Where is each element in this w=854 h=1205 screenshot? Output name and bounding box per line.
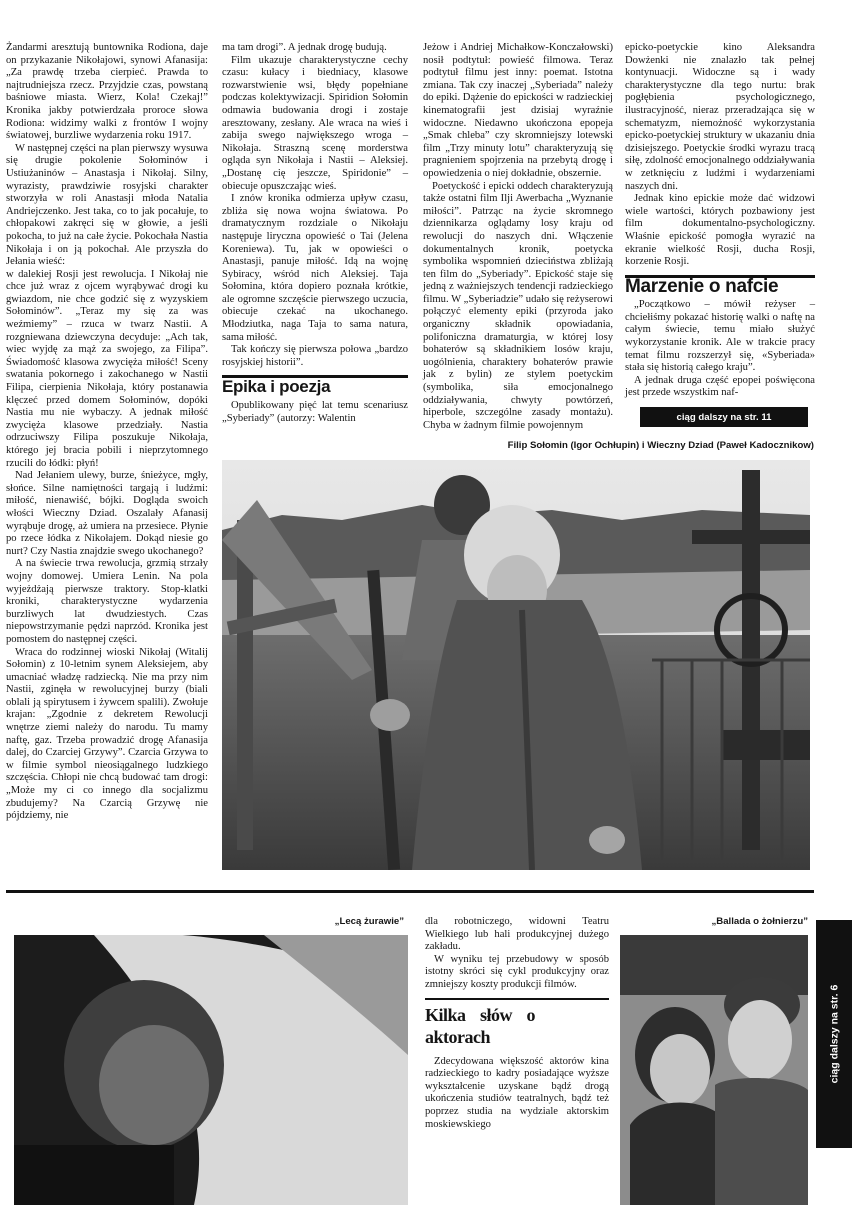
section-heading-epika: Epika i poezja: [222, 375, 408, 394]
paragraph: „Początkowo – mówił reżyser – chciełiśmy pokazać historię walki o naftę na całym świecie, temu miało służyć wykorzystanie kronik. Ale w trakcie pracy temat filmu rozszerzył się, «Syberiada» stała się historią całego kraju”.: [625, 299, 815, 374]
paragraph: epicko-poetyckie kino Aleksandra Dowżenki nie znalazło tak pełnej kontynuacji. Widoczne są i wady charakterystyczne dla tego nurtu: brak pogłębienia psychologicznego, ilustracyjność, nieraz przeradzająca się w schematyzm, niemożność wykorzystania epicko-poetyckiej struktury w ukazaniu dnia dzisiejszego. Poetyckie środki wyrazu tracą siłę, zdolność emocjonalnego oddziaływania w zetknięciu z ludźmi i wydarzeniami naszych dni.: [625, 42, 815, 192]
paragraph: Jednak kino epickie może dać widzowi wiele wartości, których pozbawiony jest film dokumentalno-psychologiczny. Właśnie epickość pomogła wyrazić na ekranie wielkość Rosji, ducha Rosji, korzenie Rosji.: [625, 193, 815, 268]
paragraph: w dalekiej Rosji jest rewolucja. I Nikołaj nie chce już wraz z ojcem wyrąbywać drogi ku gwiazdom, nie chce godzić się z wyzyskiem Sołominów”. „Teraz my się za was weźmiemy” – rzuca w twarz Nastii. A rozgniewana dziewczyna decyduje: „Ach tak, wiec wyjdę za mąż za swojego, za Filipa”. Świadomość klasowa zwycięża miłość! Sceny swatania pokornego i zakochanego w Nastii Filipa, cierpienia Nikołaja, który postanawia klęczeć przed domem Sołominów, dopóki Nastia mu nie wybaczy. A jednak miłość zwycięża klasowe przedziały. Nastia odrzuciwszy Filipa poszukuje Nikołaja, którego jej bracia pobili i nieprzytomnego rzucili do łódki: płyń!: [6, 268, 208, 469]
paragraph: Film ukazuje charakterystyczne cechy czasu: kułacy i biedniacy, klasowe rozwarstwienie wsi, błędy popełniane podczas kolektywizacji. Spiridion Sołomin odmawia budowania drogi i zostaje aresztowany, zesłany. Ale wraca na wieś i zabija swego największego wroga – Nikołaja. Straszną scenę morderstwa ogląda syn Nikołaja i Nastii – Aleksiej. „Dostanę cię jeszcze, Spiridonie” – obiecuje opuszczając wieś.: [222, 54, 408, 192]
continued-label: ciąg dalszy na str. 11: [676, 411, 772, 423]
continued-box: [640, 407, 808, 427]
photo-ballad-of-a-soldier: [620, 935, 808, 1205]
paragraph: Opublikowany pięć lat temu scenariusz „Syberiady” (autorzy: Walentin: [222, 400, 408, 424]
heading-rule: [425, 998, 609, 1000]
photo-icon: [620, 935, 808, 1205]
article-column-4: [625, 42, 815, 400]
photo-caption-ballad: „Ballada o żołnierzu”: [711, 916, 808, 927]
article-column-3: [423, 42, 613, 432]
section-divider: [6, 890, 814, 893]
article-column-1: [6, 42, 208, 823]
photo-caption-cranes: „Lecą żurawie”: [334, 916, 404, 927]
paragraph: Poetyckość i epicki oddech charakteryzują także ostatni film Ilji Awerbacha „Wyznanie miłości”. Patrząc na życie skromnego dziennikarza oglądamy losy kraju od rewolucji do naszych dni. Włączenie dokumentalnych kronik, poetycka symbolika wspomnień dzieciństwa zbliżają ten film do „Syberiady”. Epickość staje się jedną z ważniejszych tendencji radzieckiego filmu. W „Syberiadzie” udało się reżyserowi połączyć elementy epiki (przyroda jako organiczny składnik opowiadania, polifoniczna dramaturgia, w której losy bohaterów są składnikiem losów kraju, uogólnienia, charaktery bohaterów prawie jak z bylin) ze stylem poetyckim (symbolika, siła emocjonalnego oddziaływania, chwyty powtórzeń, hiperbole, szczególne zasady montażu). Chyba w żadnym filmie powojennym: [423, 180, 613, 431]
paragraph: W wyniku tej przebudowy w sposób istotny skróci się cykl produkcyjny oraz zmniejszy koszty produkcji filmów.: [425, 953, 609, 990]
paragraph: Żandarmi aresztują buntownika Rodiona, daje on przykazanie Nikołajowi, synowi Afanasija: „Za prawdę trzeba cierpieć. Prawda to najtrudniejsza rzecz. Przyjdzie czas, powstaną baśniowe miasta. Wierz, Kola! Czekaj!” Kronika jakby potwierdzała proroce słowa Rodiona: widzimy walki z frontów I wojny światowej, burzliwe wydarzenia roku 1917.: [6, 42, 208, 142]
article-column-2: [222, 42, 408, 425]
photo-caption-main: Filip Sołomin (Igor Ochłupin) i Wieczny Dziad (Paweł Kadocznikow): [507, 440, 814, 451]
paragraph: Tak kończy się pierwsza połowa „bardzo rosyjskiej historii”.: [222, 344, 408, 368]
paragraph: W następnej części na plan pierwszy wysuwa się drugie pokolenie Sołominów i Ustiużaninów – Anastasja i Nikołaj. Silny, wyrazisty, prawdziwie rosyjski charakter stworzyła w roli Anastasji młoda Natalia Andriejczenko. Jest taka, co to jak pocałuje, to chłopakowi zakręci się w głowie, a jeśli pokocha, to już na całe życie. Pokochała Nastia Nikołaja i on ją pokochał. Ale przyszła do Jełania wieść:: [6, 142, 208, 268]
paragraph: Nad Jełaniem ulewy, burze, śnieżyce, mgły, słońce. Silne namiętności targają i ludźmi: miłość, nienawiść, bójki. Dogląda swoich włości Wieczny Dziad. Oszalały Afanasij wyrąbuje drogę, aż umiera na przesiece. Płynie po rzece łódka z Nikołajem. Dokąd niesie go nurt? Czy Nastia znajdzie swego ukochanego?: [6, 470, 208, 557]
photo-icon: [14, 935, 408, 1205]
paragraph: ma tam drogi”. A jednak drogę budują.: [222, 42, 387, 53]
paragraph: Wraca do rodzinnej wioski Nikołaj (Witalij Sołomin) z 10-letnim synem Aleksiejem, aby umacniać władzę radziecką. Nie ma przy nim Nastii, zginęła w rewolucyjnej burzy (biali oblali ją spirytusem i żywcem spalili). Zwołuje krajan: „Zgodnie z dekretem Rewolucji wnętrze ziemi należy do narodu. Tu mamy naftę, gaz. Trzeba prowadzić drogę Afanasija dalej, do Czarciej Grzywy”. Czarcia Grzywa to w filmie symbol nieosiągalnego ludzkiego szczęścia. Chłopi nie chcą budować tam drogi: „Może my ci co innego dla socjalizmu zbudujemy? Na Czarcią Grzywę nie pójdziemy, nie: [6, 646, 208, 822]
paragraph: dla robotniczego, widowni Teatru Wielkiego lub hali produkcyjnej dużego zakładu.: [425, 916, 609, 953]
photo-icon: [222, 460, 810, 870]
continued-side-label: ciąg dalszy na str. 6: [828, 984, 841, 1084]
section-heading-aktorzy: Kilka słów o aktorach: [425, 1004, 535, 1047]
paragraph: I znów kronika odmierza upływ czasu, zbliża się nowa wojna światowa. Po dramatycznym rozdziale o Nikołaju następuje liryczna opowieść o Tai (Jelena Koreniewa). Tu, jak w opowieści o Anastasji, panuje miłość. Idą na wojnę Sybiracy, wśród nich Aleksiej. Taja Sołomina, która dopiero poznała krótkie, ale ogromne szczęście pierwszego uczucia, obiecuje czekać na ukochanego. Młodziutka, naga Taja to sama natura, sama miłość.: [222, 193, 408, 343]
paragraph: Zdecydowana większość aktorów kina radzieckiego to kadry posiadające wyższe wykształcenie uzyskane bądź drogą ukończenia studiów teatralnych, bądź też poprzez studia na wydziale aktorskim moskiewskiego: [425, 1055, 609, 1130]
section-heading-nafta: Marzenie o nafcie: [625, 275, 815, 294]
paragraph: Jeżow i Andriej Michałkow-Konczałowski) nosił podtytuł: powieść filmowa. Teraz podtytuł filmu jest inny: poemat. Istotna zmiana. Tak czy inaczej „Syberiada” należy do epiki. Dążenie do epickości w radzieckiej kinematografii jest dzisiaj wyraźnie widoczne. Niedawno ukończona epopeja „Smak chleba” czy skromniejszy lotewski film „Trzy minuty lotu” charakteryzują się pragnieniem spojrzenia na przebytą drogę i opowiedzenia o niej dokładnie, obszernie.: [423, 42, 613, 179]
continued-side-tab: [816, 920, 852, 1148]
paragraph: A jednak druga część epopei poświęcona jest przede wszystkim naf-: [625, 374, 815, 399]
main-photo: [222, 460, 810, 870]
article-column-bottom: [425, 916, 609, 1131]
photo-cranes-are-flying: [14, 935, 408, 1205]
paragraph: A na świecie trwa rewolucja, grzmią strzały wojny domowej. Umiera Lenin. Na pola wyjeżdżają pierwsze traktory. Stop-klatki kroniki, charakterystyczne wydarzenia burzliwych lat dwudziestych. Czas niepowstrzymanie pędzi naprzód. Kronika jest pomostem do następnej części.: [6, 558, 208, 645]
